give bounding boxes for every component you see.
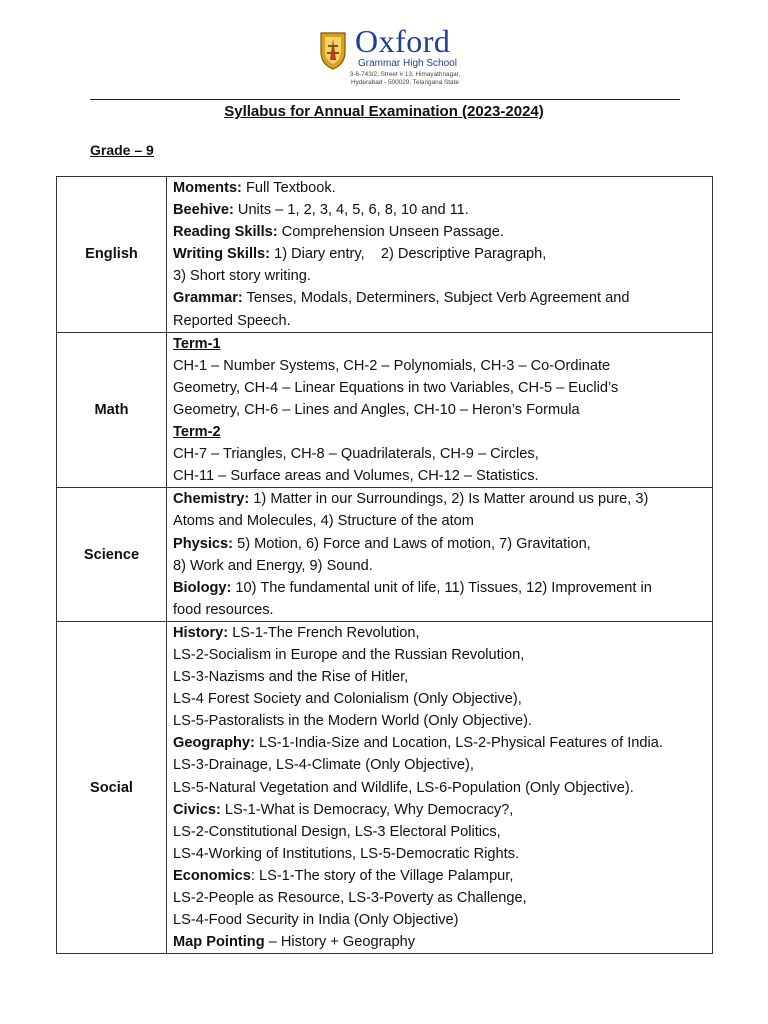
line-text: Comprehension Unseen Passage. xyxy=(277,224,504,241)
content-line xyxy=(173,732,712,754)
content-line: Geometry, CH-4 – Linear Equations in two Variables, CH-5 – Euclid’s xyxy=(173,379,619,396)
content-line: Atoms and Molecules, 4) Structure of the atom xyxy=(173,513,474,530)
syllabus-table xyxy=(56,176,713,954)
line-text: 5) Motion, 6) Force and Laws of motion, 7) Gravitation, xyxy=(233,535,591,552)
content-line: CH-11 – Surface areas and Volumes, CH-12 – Statistics. xyxy=(173,468,539,485)
subject-cell: English xyxy=(57,177,167,333)
content-line: LS-4 Forest Society and Colonialism (Only Objective), xyxy=(173,691,522,708)
line-key: Reading Skills: xyxy=(173,224,278,241)
table-row-math xyxy=(57,332,713,488)
table-row-english xyxy=(57,177,713,333)
content-line xyxy=(173,865,712,887)
line-text: 1) Diary entry, 2) Descriptive Paragraph, xyxy=(270,246,547,263)
term-heading: Term-1 xyxy=(173,335,221,352)
content-line: LS-3-Drainage, LS-4-Climate (Only Objective), xyxy=(173,757,474,774)
content-line xyxy=(173,199,712,221)
line-key: Writing Skills: xyxy=(173,246,271,263)
school-subtitle: Grammar High School xyxy=(358,58,457,69)
line-text: : LS-1-The story of the Village Palampur, xyxy=(250,867,514,884)
address-line-1: 3-6-743/2, Street # 13, Himayathnagar, xyxy=(349,71,461,78)
content-line: CH-7 – Triangles, CH-8 – Quadrilaterals, CH-9 – Circles, xyxy=(173,446,539,463)
content-line: LS-5-Pastoralists in the Modern World (Only Objective). xyxy=(173,713,533,730)
line-key: Chemistry: xyxy=(173,491,250,508)
line-key: Beehive: xyxy=(173,202,234,219)
content-line xyxy=(173,177,712,199)
line-text: LS-1-What is Democracy, Why Democracy?, xyxy=(220,801,514,818)
subject-cell: Science xyxy=(57,488,167,622)
line-text: – History + Geography xyxy=(264,934,416,951)
content-line xyxy=(173,221,712,243)
content-cell xyxy=(167,621,713,953)
table-row-social xyxy=(57,621,713,953)
line-key: Economics xyxy=(173,867,251,884)
content-cell xyxy=(167,177,713,333)
line-key: Civics: xyxy=(173,801,221,818)
content-line xyxy=(173,931,712,953)
line-text: 1) Matter in our Surroundings, 2) Is Matter around us pure, 3) xyxy=(249,491,649,508)
line-key: Map Pointing xyxy=(173,934,265,951)
content-line: 8) Work and Energy, 9) Sound. xyxy=(173,557,373,574)
content-line xyxy=(173,533,712,555)
school-crest-icon xyxy=(318,30,348,70)
subject-cell: Social xyxy=(57,621,167,953)
line-key: Moments: xyxy=(173,180,242,196)
content-line: LS-2-People as Resource, LS-3-Poverty as Challenge, xyxy=(173,890,527,906)
grade-label: Grade – 9 xyxy=(90,142,154,158)
content-line: Reported Speech. xyxy=(173,312,291,329)
school-header xyxy=(0,24,768,94)
school-brand-name: Oxford xyxy=(355,23,451,59)
content-line: 3) Short story writing. xyxy=(173,268,311,285)
content-line xyxy=(173,243,712,265)
table-row-science xyxy=(57,488,713,622)
line-key: Grammar: xyxy=(173,290,243,307)
content-line: LS-5-Natural Vegetation and Wildlife, LS-6-Population (Only Objective). xyxy=(173,779,634,796)
content-line xyxy=(173,287,712,309)
content-line: LS-3-Nazisms and the Rise of Hitler, xyxy=(173,669,409,686)
header-divider xyxy=(90,99,680,100)
content-line: Geometry, CH-6 – Lines and Angles, CH-10 – Heron’s Formula xyxy=(173,401,580,418)
content-line: LS-4-Working of Institutions, LS-5-Democratic Rights. xyxy=(173,845,520,862)
content-line xyxy=(173,577,712,599)
content-line xyxy=(173,799,712,821)
content-line xyxy=(173,622,712,644)
content-cell xyxy=(167,488,713,622)
content-line: LS-2-Socialism in Europe and the Russian Revolution, xyxy=(173,646,525,663)
line-key: History: xyxy=(173,624,229,641)
line-text: Tenses, Modals, Determiners, Subject Verb Agreement and xyxy=(242,290,630,307)
school-address xyxy=(330,71,480,87)
line-text: LS-1-India-Size and Location, LS-2-Physical Features of India. xyxy=(254,735,663,752)
line-key: Geography: xyxy=(173,735,255,752)
content-line xyxy=(173,488,712,510)
content-line: LS-2-Constitutional Design, LS-3 Electoral Politics, xyxy=(173,823,501,840)
content-line: CH-1 – Number Systems, CH-2 – Polynomials, CH-3 – Co-Ordinate xyxy=(173,357,611,374)
address-line-2: Hyderabad - 500029, Telangana State xyxy=(351,79,459,86)
line-text: Full Textbook. xyxy=(241,180,336,196)
line-text: LS-1-The French Revolution, xyxy=(228,624,420,641)
content-line: LS-4-Food Security in India (Only Objective) xyxy=(173,912,459,929)
subject-cell: Math xyxy=(57,332,167,488)
content-cell xyxy=(167,332,713,488)
line-text: 10) The fundamental unit of life, 11) Tissues, 12) Improvement in xyxy=(231,579,652,596)
line-text: Units – 1, 2, 3, 4, 5, 6, 8, 10 and 11. xyxy=(233,202,469,219)
term-heading: Term-2 xyxy=(173,424,221,441)
document-title: Syllabus for Annual Examination (2023-2024) xyxy=(224,103,544,120)
content-line: food resources. xyxy=(173,601,274,618)
line-key: Physics: xyxy=(173,535,234,552)
line-key: Biology: xyxy=(173,579,232,596)
